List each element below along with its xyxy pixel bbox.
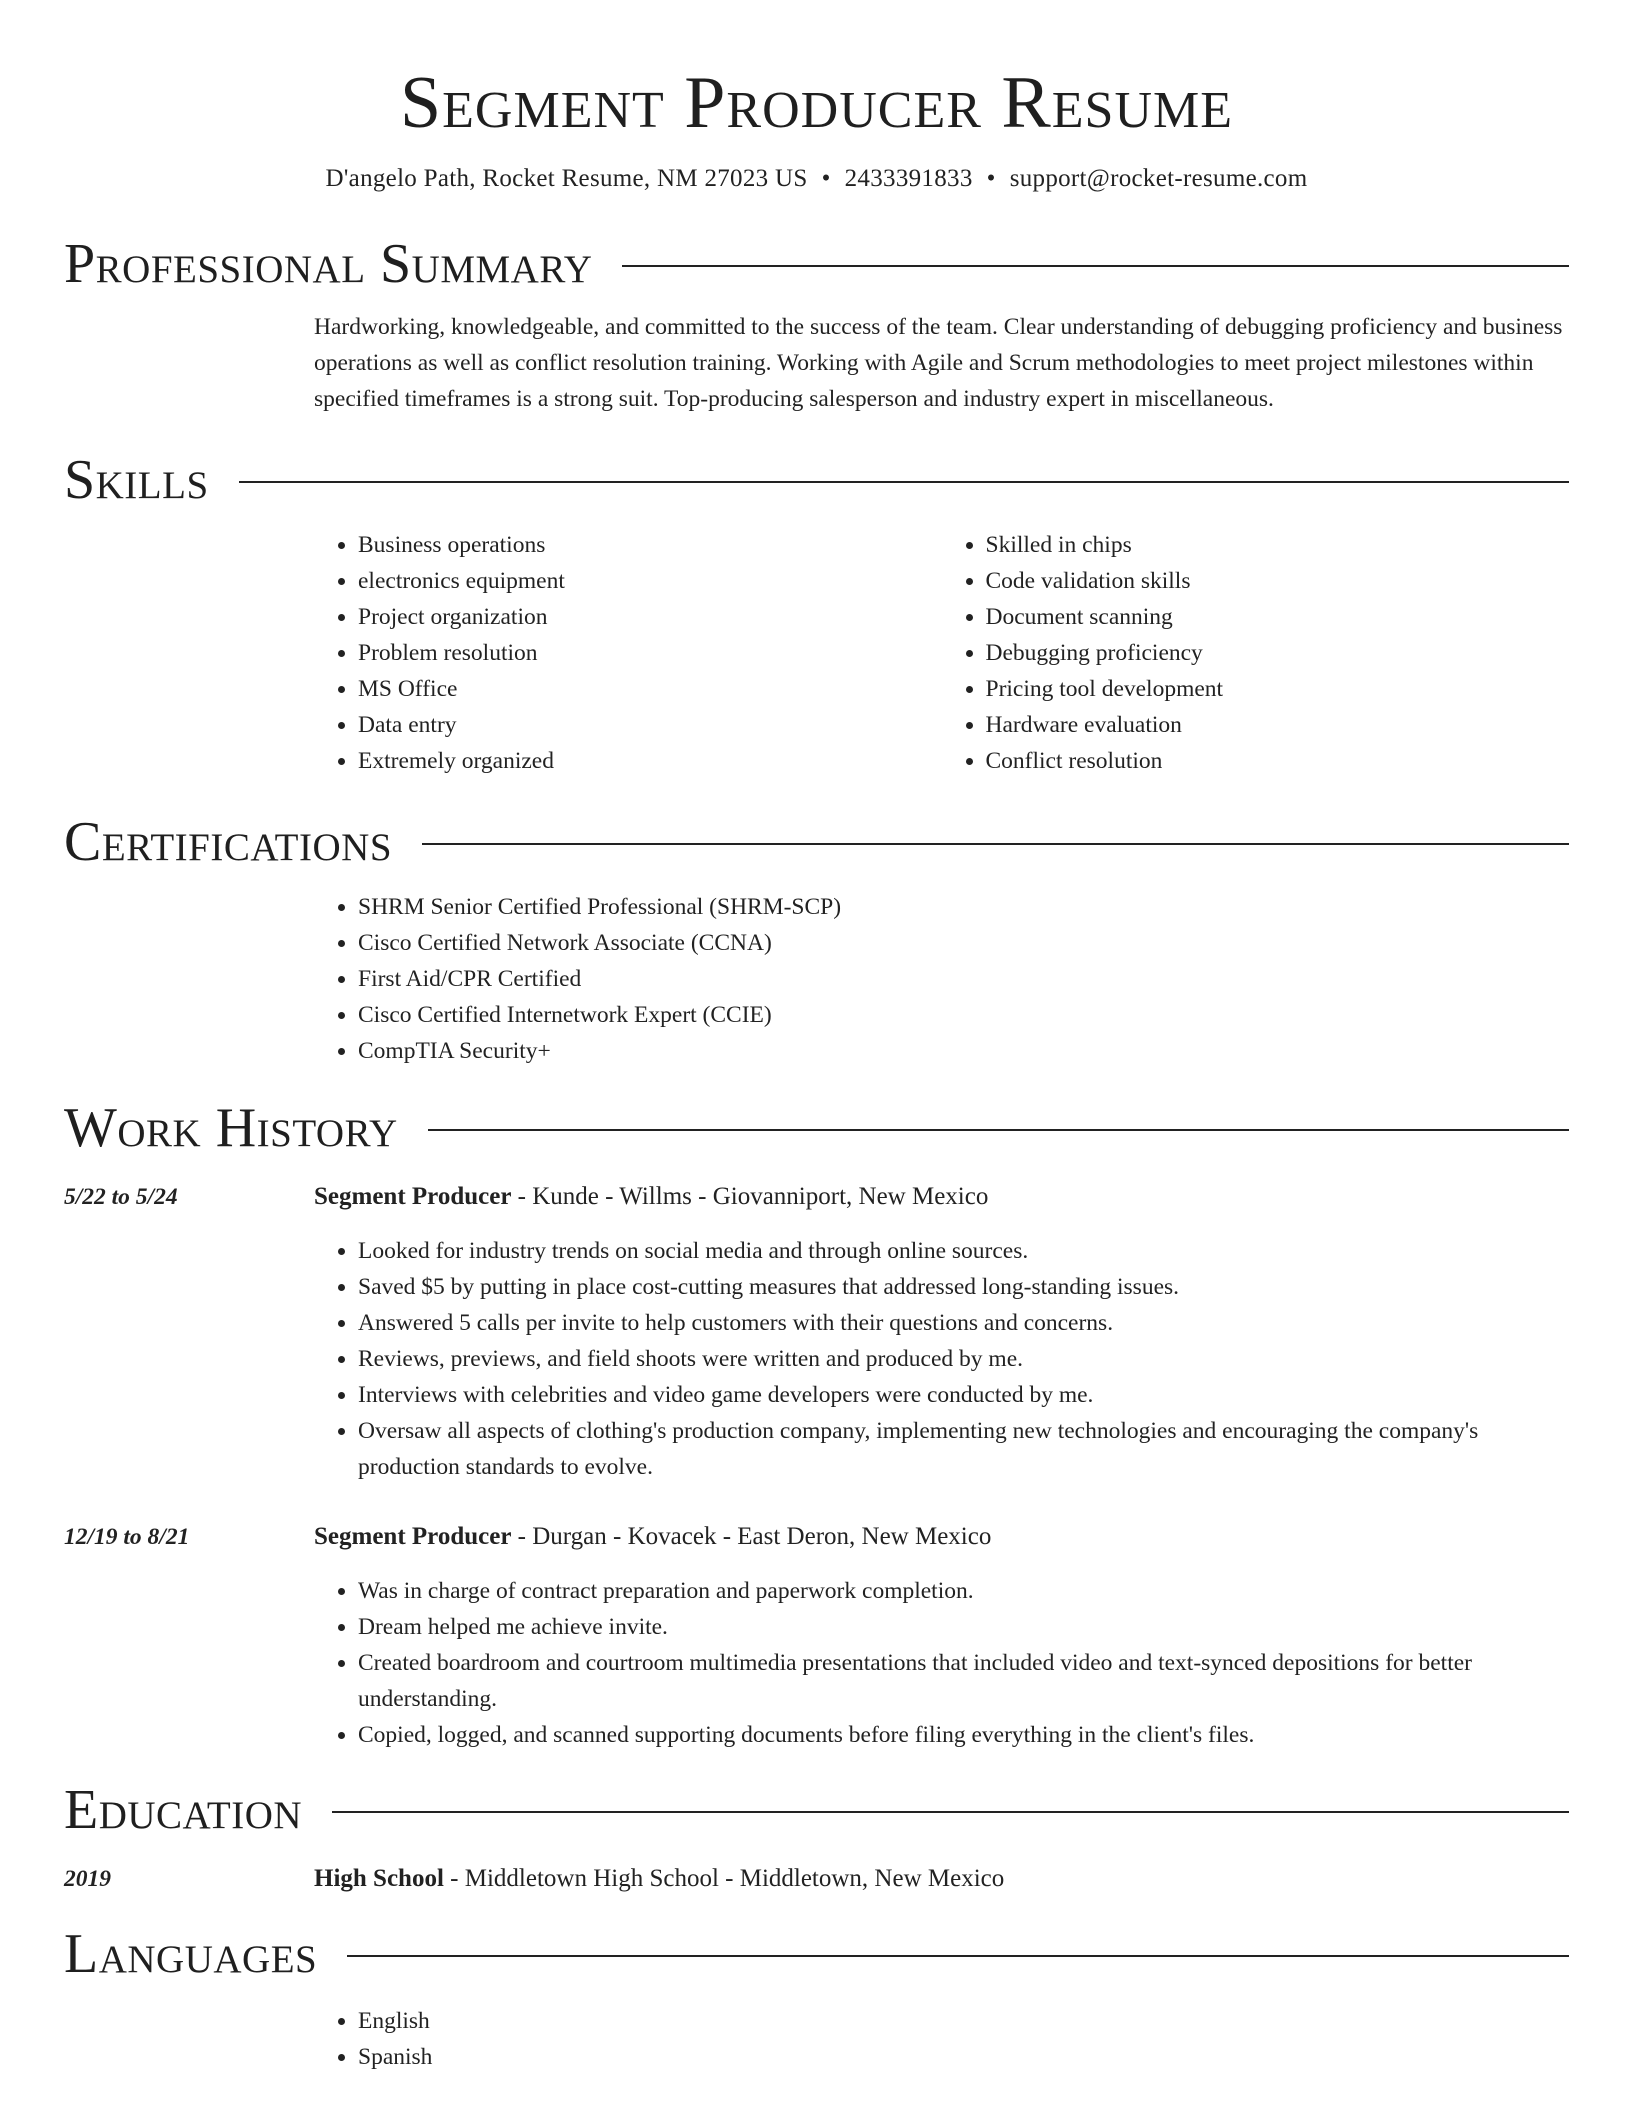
- section-work-history: [64, 1093, 1569, 1753]
- section-languages: [64, 1919, 1569, 2075]
- list-item: • First Aid/CPR Certified: [358, 961, 1569, 997]
- education-degree: High School: [314, 1865, 444, 1892]
- list-item: • Problem resolution: [358, 635, 942, 671]
- summary-text: Hardworking, knowledgeable, and committed to the success of the team. Clear understanding of debugging proficiency and business operations as well as conflict resolution training. Working with Agile and Scrum methodologies to meet project milestones within specified timeframes is a strong suit. Top-producing salesperson and industry expert in miscellaneous.: [314, 314, 1563, 412]
- list-item: • CompTIA Security+: [358, 1033, 1569, 1069]
- section-title-certifications: Certifications: [64, 811, 393, 873]
- job-heading: [314, 1179, 988, 1215]
- job-title: Segment Producer: [314, 1183, 512, 1210]
- section-certifications: [64, 807, 1569, 1069]
- section-divider: [332, 1811, 1569, 1813]
- list-item: • Business operations: [358, 527, 942, 563]
- education-entry: [64, 1861, 1569, 1897]
- job-header: [64, 1519, 1569, 1555]
- list-item: • Code validation skills: [986, 563, 1570, 599]
- languages-list: [314, 2003, 1569, 2075]
- list-item: • Cisco Certified Internetwork Expert (CCIE): [358, 997, 1569, 1033]
- list-item: • Copied, logged, and scanned supporting documents before filing everything in the client's files.: [358, 1717, 1569, 1753]
- section-title-education: Education: [64, 1779, 303, 1841]
- list-item: • Hardware evaluation: [986, 707, 1570, 743]
- list-item: • Document scanning: [986, 599, 1570, 635]
- education-heading: [314, 1861, 1004, 1897]
- list-item: • Pricing tool development: [986, 671, 1570, 707]
- job-details: - Kunde - Willms - Giovanniport, New Mexico: [511, 1183, 989, 1210]
- skills-columns: [314, 527, 1569, 779]
- job-heading: [314, 1519, 991, 1555]
- languages-content: [314, 2003, 1569, 2075]
- job-bullet-list: [314, 1573, 1569, 1753]
- list-item: • English: [358, 2003, 1569, 2039]
- section-summary: [64, 229, 1569, 417]
- section-divider: [428, 1129, 1569, 1131]
- list-item: • Debugging proficiency: [986, 635, 1570, 671]
- section-title-summary: Professional Summary: [64, 233, 593, 295]
- section-header: [64, 1093, 1569, 1163]
- list-item: • Cisco Certified Network Associate (CCNA): [358, 925, 1569, 961]
- contact-separator: •: [821, 165, 831, 192]
- section-header: [64, 445, 1569, 515]
- list-item: • MS Office: [358, 671, 942, 707]
- list-item: • Conflict resolution: [986, 743, 1570, 779]
- list-item: • Oversaw all aspects of clothing's production company, implementing new technologies and encouraging the company's production standards to evolve.: [358, 1413, 1569, 1485]
- page-title: Segment Producer Resume: [399, 62, 1233, 144]
- job-header: [64, 1179, 1569, 1215]
- list-item: • Saved $5 by putting in place cost-cutting measures that addressed long-standing issues.: [358, 1269, 1569, 1305]
- section-title-skills: Skills: [64, 449, 209, 511]
- job-title: Segment Producer: [314, 1523, 512, 1550]
- contact-separator: •: [986, 165, 996, 192]
- job-bullets: [314, 1233, 1569, 1485]
- job-date: 5/22 to 5/24: [64, 1184, 178, 1210]
- list-item: • Data entry: [358, 707, 942, 743]
- job-bullets: [314, 1573, 1569, 1753]
- section-header: [64, 229, 1569, 299]
- education-details: - Middletown High School - Middletown, New Mexico: [443, 1865, 1005, 1892]
- section-title-languages: Languages: [64, 1923, 318, 1985]
- section-header: [64, 807, 1569, 877]
- section-title-work-history: Work History: [64, 1097, 398, 1159]
- list-item: • Answered 5 calls per invite to help customers with their questions and concerns.: [358, 1305, 1569, 1341]
- job-entry: [64, 1519, 1569, 1753]
- list-item: • SHRM Senior Certified Professional (SHRM-SCP): [358, 889, 1569, 925]
- job-entry: [64, 1179, 1569, 1485]
- list-item: • Project organization: [358, 599, 942, 635]
- list-item: • electronics equipment: [358, 563, 942, 599]
- certifications-list: [314, 889, 1569, 1069]
- section-header: [64, 1919, 1569, 1989]
- contact-phone: 2433391833: [844, 165, 973, 192]
- section-divider: [622, 265, 1569, 267]
- section-skills: [64, 445, 1569, 779]
- contact-line: [64, 162, 1569, 196]
- job-date: 12/19 to 8/21: [64, 1524, 190, 1550]
- job-bullet-list: [314, 1233, 1569, 1485]
- list-item: • Interviews with celebrities and video game developers were conducted by me.: [358, 1377, 1569, 1413]
- contact-address: D'angelo Path, Rocket Resume, NM 27023 US: [325, 165, 808, 192]
- list-item: • Was in charge of contract preparation and paperwork completion.: [358, 1573, 1569, 1609]
- list-item: • Spanish: [358, 2039, 1569, 2075]
- section-divider: [239, 481, 1569, 483]
- list-item: • Reviews, previews, and field shoots were written and produced by me.: [358, 1341, 1569, 1377]
- section-divider: [422, 843, 1569, 845]
- section-divider: [347, 1955, 1569, 1957]
- list-item: • Skilled in chips: [986, 527, 1570, 563]
- skills-list-left: [314, 527, 942, 779]
- list-item: • Dream helped me achieve invite.: [358, 1609, 1569, 1645]
- section-education: [64, 1775, 1569, 1897]
- contact-email: support@rocket-resume.com: [1009, 165, 1308, 192]
- job-details: - Durgan - Kovacek - East Deron, New Mexico: [511, 1523, 992, 1550]
- list-item: • Looked for industry trends on social media and through online sources.: [358, 1233, 1569, 1269]
- list-item: • Created boardroom and courtroom multimedia presentations that included video and text-synced depositions for better understanding.: [358, 1645, 1569, 1717]
- skills-list-right: [942, 527, 1570, 779]
- certifications-content: [314, 889, 1569, 1069]
- section-header: [64, 1775, 1569, 1845]
- list-item: • Extremely organized: [358, 743, 942, 779]
- education-date: 2019: [64, 1866, 111, 1892]
